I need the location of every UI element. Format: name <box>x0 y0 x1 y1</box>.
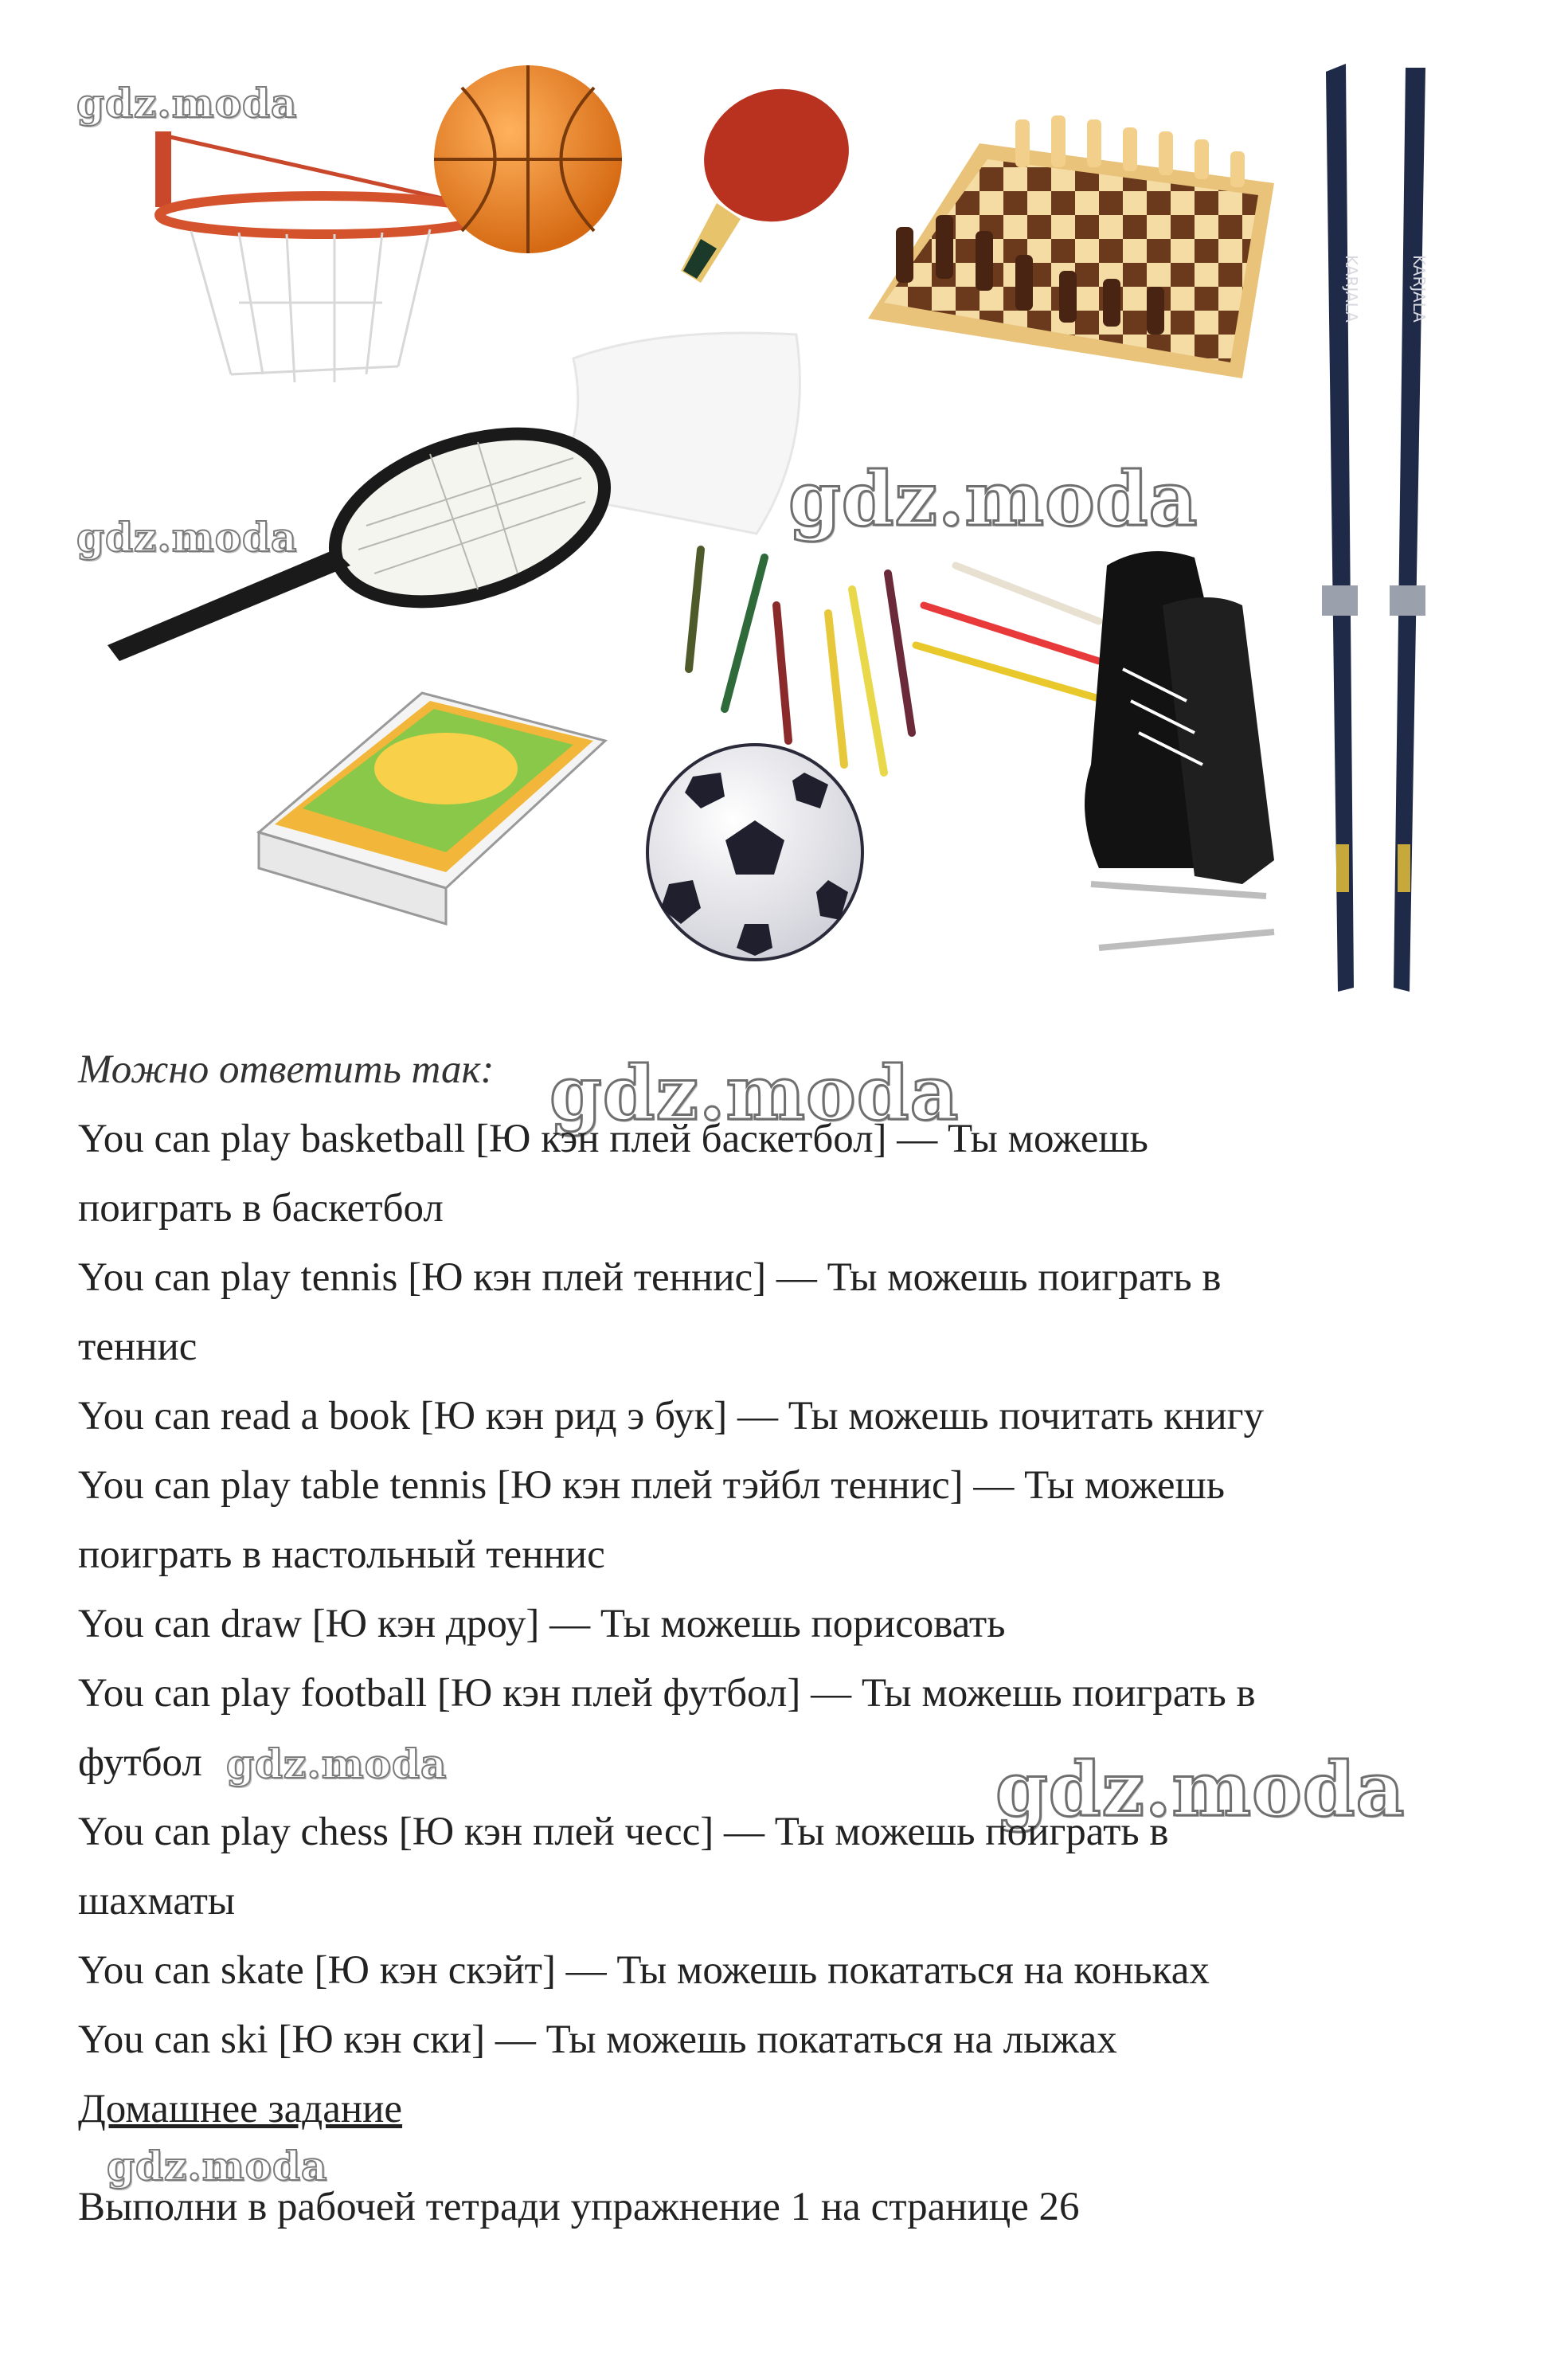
book <box>259 693 605 924</box>
answer-line: You can draw [Ю кэн дроу] — Ты можешь порисовать <box>78 1602 1006 1646</box>
pencils <box>689 550 1107 773</box>
answer-line: You can play football [Ю кэн плей футбол] — Ты можешь поиграть в <box>78 1671 1256 1716</box>
skis <box>1322 64 1429 992</box>
ski-brand-left: KARJALA <box>1342 255 1361 323</box>
answer-line: You can skate [Ю кэн скэйт] — Ты можешь покататься на коньках <box>78 1948 1210 1993</box>
soccer-ball <box>647 745 862 960</box>
answer-line: You can ski [Ю кэн ски] — Ты можешь покататься на лыжах <box>78 2018 1117 2062</box>
answer-line: поиграть в баскетбол <box>78 1186 444 1231</box>
answer-line: You can play chess [Ю кэн плей чесс] — Ты можешь поиграть в <box>78 1810 1169 1854</box>
chessboard <box>868 115 1274 378</box>
watermark: gdz.moda <box>788 456 1198 543</box>
answer-line: You can play tennis [Ю кэн плей теннис] — Ты можешь поиграть в <box>78 1255 1222 1300</box>
answer-line: You can play basketball [Ю кэн плей баскетбол] — Ты можешь <box>78 1117 1148 1161</box>
homework-task: Выполни в рабочей тетради упражнение 1 на странице 26 <box>78 2185 1080 2229</box>
watermark: gdz.moda <box>107 2143 328 2190</box>
homework-title: Домашнее задание <box>78 2087 403 2131</box>
watermark: gdz.moda <box>76 514 298 561</box>
sports-illustration <box>0 0 1568 1020</box>
watermark: gdz.moda <box>995 1746 1406 1834</box>
answer-text <box>78 1035 1496 2242</box>
intro-text: Можно ответить так: <box>78 1047 495 1092</box>
answer-line: You can read a book [Ю кэн рид э бук] — Ты можешь почитать книгу <box>78 1394 1265 1438</box>
watermark: gdz.moda <box>549 1050 960 1137</box>
watermark: gdz.moda <box>226 1740 448 1787</box>
ski-brand-right: KARJALA <box>1410 255 1429 323</box>
answer-line: футбол <box>78 1740 202 1785</box>
basketball <box>434 65 622 253</box>
watermark: gdz.moda <box>76 80 298 127</box>
answer-line: теннис <box>78 1325 197 1369</box>
answer-line: You can play table tennis [Ю кэн плей тэйбл теннис] — Ты можешь <box>78 1463 1226 1508</box>
answer-line: шахматы <box>78 1879 236 1924</box>
ice-skates <box>1085 551 1274 948</box>
ping-pong-paddle <box>681 68 867 283</box>
answer-line: поиграть в настольный теннис <box>78 1532 605 1577</box>
